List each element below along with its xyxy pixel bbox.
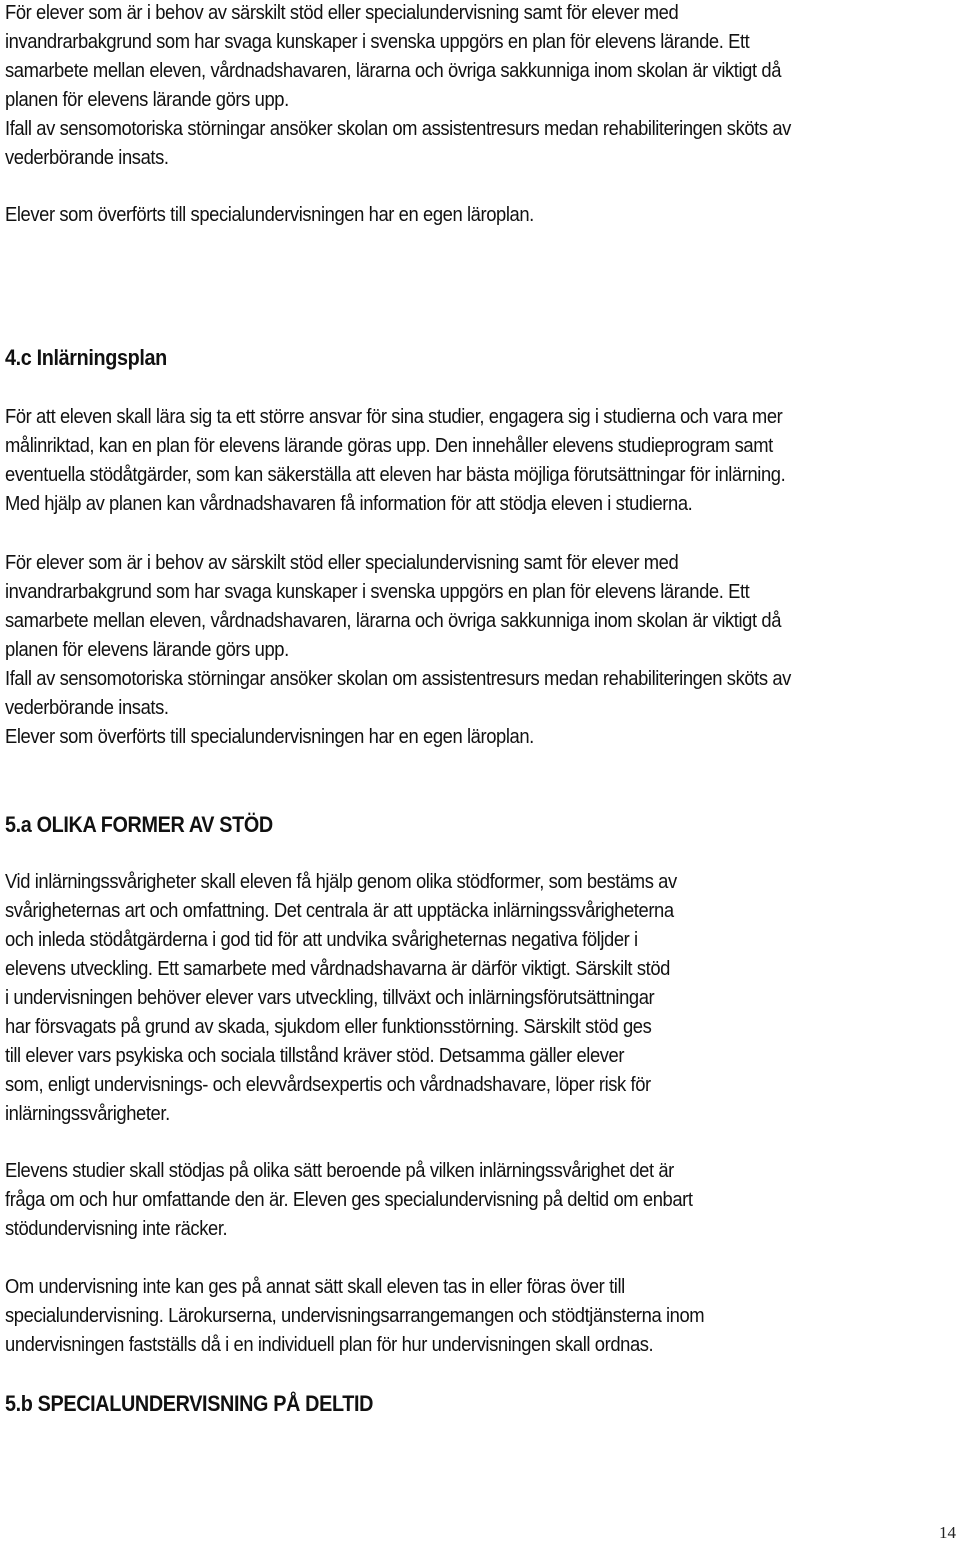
text-line: Elever som överförts till specialundervisningen har en egen läroplan. — [5, 726, 534, 748]
text-line: invandrarbakgrund som har svaga kunskaper i svenska uppgörs en plan för elevens lärande. Ett — [5, 581, 750, 603]
text-line: till elever vars psykiska och sociala tillstånd kräver stöd. Detsamma gäller elever — [5, 1045, 625, 1067]
section-heading-5b — [5, 1389, 414, 1418]
heading-text: 5.a OLIKA FORMER AV STÖD — [5, 812, 273, 837]
text-line: vederbörande insats. — [5, 147, 169, 169]
text-line: invandrarbakgrund som har svaga kunskaper i svenska uppgörs en plan för elevens lärande. Ett — [5, 31, 750, 53]
text-line: stödundervisning inte räcker. — [5, 1218, 228, 1240]
section-5a-paragraph-2 — [5, 1157, 752, 1244]
text-line: Vid inlärningssvårigheter skall eleven få hjälp genom olika stödformer, som bestäms av — [5, 871, 677, 893]
text-line: samarbete mellan eleven, vårdnadshavaren, lärarna och övriga sakkunniga inom skolan är viktigt då — [5, 610, 782, 632]
text-line: Med hjälp av planen kan vårdnadshavaren få information för att stödja eleven i studierna. — [5, 493, 693, 515]
page-number: 14 — [939, 1523, 956, 1542]
heading-text: 4.c Inlärningsplan — [5, 345, 167, 370]
text-line: planen för elevens lärande görs upp. — [5, 639, 289, 661]
text-line: svårigheternas art och omfattning. Det centrala är att upptäcka inlärningssvårigheterna — [5, 900, 674, 922]
section-5a-paragraph-1 — [5, 868, 735, 1129]
text-line: eventuella stödåtgärder, som kan säkerställa att eleven har bästa möjliga förutsättningar för inlärning. — [5, 464, 786, 486]
text-line: Elevens studier skall stödjas på olika sätt beroende på vilken inlärningssvårighet det är — [5, 1160, 674, 1182]
section-5a-paragraph-3 — [5, 1273, 765, 1360]
text-line: som, enligt undervisnings- och elevvårdsexpertis och vårdnadshavare, löper risk för — [5, 1074, 651, 1096]
text-line: För elever som är i behov av särskilt stöd eller specialundervisning samt för elever med — [5, 552, 679, 574]
text-line: För att eleven skall lära sig ta ett större ansvar för sina studier, engagera sig i studierna och vara mer — [5, 406, 783, 428]
intro-curriculum-note — [5, 201, 580, 230]
text-line: vederbörande insats. — [5, 697, 169, 719]
text-line: elevens utveckling. Ett samarbete med vårdnadshavarna är därför viktigt. Särskilt stöd — [5, 958, 670, 980]
text-line: har försvagats på grund av skada, sjukdom eller funktionsstörning. Särskilt stöd ges — [5, 1016, 652, 1038]
text-line: och inleda stödåtgärderna i god tid för att undvika svårigheternas negativa följder i — [5, 929, 638, 951]
text-line: Ifall av sensomotoriska störningar ansöker skolan om assistentresurs medan rehabiliteringen sköts av — [5, 668, 791, 690]
text-line: målinriktad, kan en plan för elevens lärande göras upp. Den innehåller elevens studieprogram samt — [5, 435, 773, 457]
text-line: fråga om och hur omfattande den är. Eleven ges specialundervisning på deltid om enbart — [5, 1189, 693, 1211]
text-line: i undervisningen behöver elever vars utveckling, tillväxt och inlärningsförutsättningar — [5, 987, 655, 1009]
text-line: inlärningssvårigheter. — [5, 1103, 170, 1125]
section-heading-4c — [5, 343, 185, 372]
section-heading-5a — [5, 810, 303, 839]
text-line: Ifall av sensomotoriska störningar ansöker skolan om assistentresurs medan rehabiliteringen sköts av — [5, 118, 791, 140]
text-line: Elever som överförts till specialundervisningen har en egen läroplan. — [5, 204, 534, 226]
text-line: planen för elevens lärande görs upp. — [5, 89, 289, 111]
section-4c-paragraph-1 — [5, 403, 853, 519]
text-line: samarbete mellan eleven, vårdnadshavaren, lärarna och övriga sakkunniga inom skolan är viktigt då — [5, 60, 782, 82]
text-line: För elever som är i behov av särskilt stöd eller specialundervisning samt för elever med — [5, 2, 679, 24]
intro-paragraph — [5, 0, 859, 173]
heading-text: 5.b SPECIALUNDERVISNING PÅ DELTID — [5, 1391, 374, 1416]
text-line: specialundervisning. Lärokurserna, undervisningsarrangemangen och stödtjänsterna inom — [5, 1305, 705, 1327]
text-line: undervisningen fastställs då i en individuell plan för hur undervisningen skall ordnas. — [5, 1334, 654, 1356]
text-line: Om undervisning inte kan ges på annat sätt skall eleven tas in eller föras över till — [5, 1276, 625, 1298]
section-4c-paragraph-2 — [5, 549, 859, 752]
